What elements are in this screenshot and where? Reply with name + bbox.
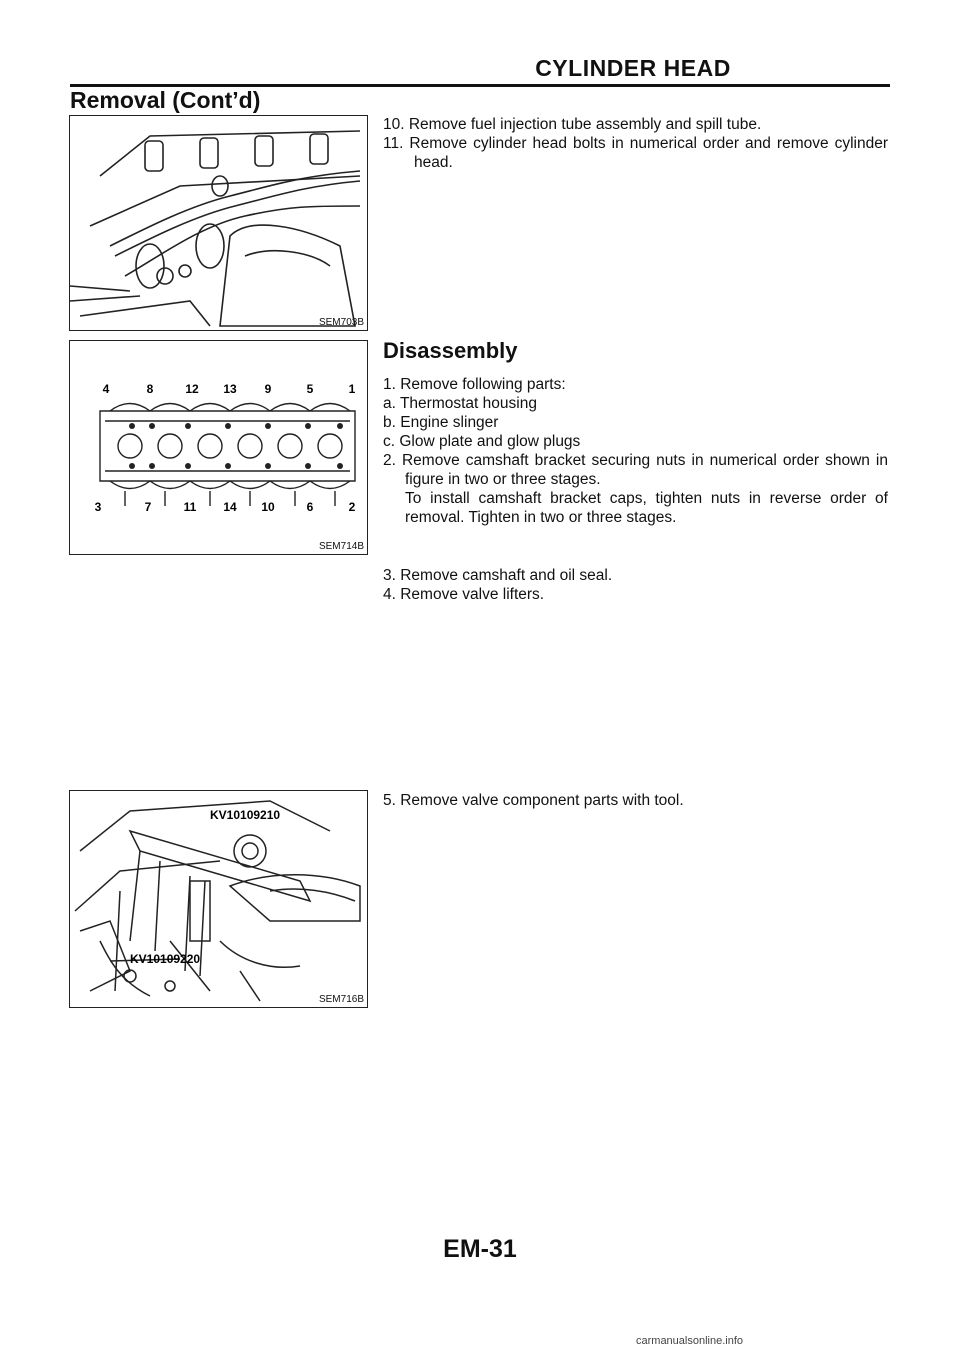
valve-tool-illustration bbox=[70, 791, 366, 1006]
step-2: 2. Remove camshaft bracket securing nuts in numerical order shown in figure in two or three stages. bbox=[383, 452, 888, 488]
nut-order-label: 13 bbox=[223, 382, 237, 396]
figure-caption: SEM714B bbox=[318, 541, 364, 552]
cylinder-head-illustration bbox=[70, 341, 366, 553]
step-10: 10. Remove fuel injection tube assembly and spill tube. bbox=[383, 116, 762, 133]
page-number: EM-31 bbox=[443, 1235, 517, 1263]
step-1b: b. Engine slinger bbox=[383, 414, 499, 431]
disassembly-steps-continued bbox=[383, 566, 888, 604]
nut-order-label: 10 bbox=[261, 500, 275, 514]
subsection-title: Removal (Cont’d) bbox=[70, 87, 261, 113]
step-5: 5. Remove valve component parts with tool. bbox=[383, 792, 684, 809]
disassembly-steps bbox=[383, 375, 888, 527]
tool-label-upper: KV10109210 bbox=[210, 808, 281, 822]
section-title: CYLINDER HEAD bbox=[535, 55, 731, 81]
figure-caption: SEM716B bbox=[318, 994, 364, 1005]
disassembly-step-5 bbox=[383, 791, 888, 810]
nut-order-label: 4 bbox=[102, 382, 110, 396]
tool-label-lower: KV10109220 bbox=[130, 952, 201, 966]
step-1: 1. Remove following parts: bbox=[383, 376, 566, 393]
nut-order-label: 12 bbox=[185, 382, 199, 396]
step-1a: a. Thermostat housing bbox=[383, 395, 537, 412]
nut-order-label: 9 bbox=[264, 382, 272, 396]
watermark: carmanualsonline.info bbox=[636, 1335, 744, 1347]
nut-order-label: 5 bbox=[306, 382, 314, 396]
nut-order-label: 6 bbox=[306, 500, 314, 514]
step-1c: c. Glow plate and glow plugs bbox=[383, 433, 581, 450]
nut-order-label: 11 bbox=[183, 500, 197, 514]
figure-bracket-nut-order bbox=[69, 340, 368, 555]
engine-illustration bbox=[70, 116, 366, 329]
nut-order-label: 1 bbox=[348, 382, 356, 396]
nut-order-label: 2 bbox=[348, 500, 356, 514]
figure-valve-removal-tool bbox=[69, 790, 368, 1008]
nut-order-label: 14 bbox=[223, 500, 237, 514]
nut-order-label: 3 bbox=[94, 500, 102, 514]
nut-order-label: 7 bbox=[144, 500, 152, 514]
step-2-note: To install camshaft bracket caps, tighten nuts in reverse order of removal. Tighten in two or three stages. bbox=[405, 490, 888, 526]
nut-order-label: 8 bbox=[146, 382, 154, 396]
step-4: 4. Remove valve lifters. bbox=[383, 586, 545, 603]
figure-caption: SEM703B bbox=[318, 317, 364, 328]
disassembly-heading: Disassembly bbox=[383, 338, 518, 363]
step-11: 11. Remove cylinder head bolts in numerical order and remove cylinder head. bbox=[383, 135, 888, 171]
step-3: 3. Remove camshaft and oil seal. bbox=[383, 567, 613, 584]
figure-fuel-injection-tubes bbox=[69, 115, 368, 331]
removal-steps bbox=[383, 115, 888, 172]
